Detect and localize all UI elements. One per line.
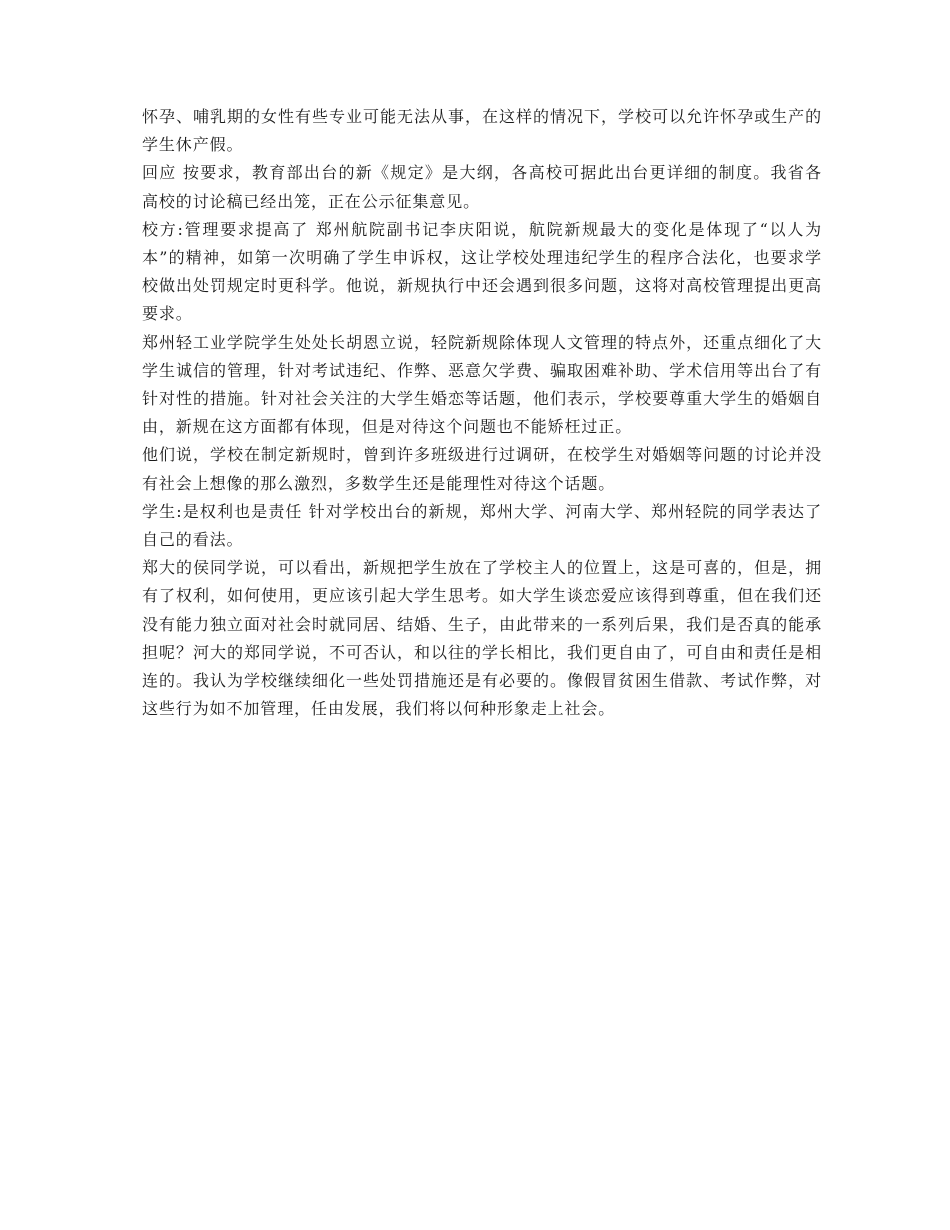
- paragraph-1: 怀孕、哺乳期的女性有些专业可能无法从事，在这样的情况下，学校可以允许怀孕或生产的学生休产假。: [142, 107, 822, 155]
- document-body: [142, 103, 822, 723]
- paragraph-5: 他们说，学校在制定新规时，曾到许多班级进行过调研，在校学生对婚姻等问题的讨论并没有社会上想像的那么激烈，多数学生还是能理性对待这个话题。: [142, 445, 822, 493]
- paragraph-2: 回应 按要求，教育部出台的新《规定》是大纲，各高校可据此出台更详细的制度。我省各高校的讨论稿已经出笼，正在公示征集意见。: [142, 163, 822, 211]
- paragraph-7: 郑大的侯同学说，可以看出，新规把学生放在了学校主人的位置上，这是可喜的，但是，拥有了权利，如何使用，更应该引起大学生思考。如大学生谈恋爱应该得到尊重，但在我们还没有能力独立面对社会时就同居、结婚、生子，由此带来的一系列后果，我们是否真的能承担呢？河大的郑同学说，不可否认，和以往的学长相比，我们更自由了，可自由和责任是相连的。我认为学校继续细化一些处罚措施还是有必要的。像假冒贫困生借款、考试作弊，对这些行为如不加管理，任由发展，我们将以何种形象走上社会。: [142, 558, 822, 719]
- paragraph-3: 校方:管理要求提高了 郑州航院副书记李庆阳说，航院新规最大的变化是体现了“以人为本”的精神，如第一次明确了学生申诉权，这让学校处理违纪学生的程序合法化，也要求学校做出处罚规定时更科学。他说，新规执行中还会遇到很多问题，这将对高校管理提出更高要求。: [142, 219, 822, 324]
- paragraph-6: 学生:是权利也是责任 针对学校出台的新规，郑州大学、河南大学、郑州轻院的同学表达了自己的看法。: [142, 501, 822, 550]
- paragraph-4: 郑州轻工业学院学生处处长胡恩立说，轻院新规除体现人文管理的特点外，还重点细化了大学生诚信的管理，针对考试违纪、作弊、恶意欠学费、骗取困难补助、学术信用等出台了有针对性的措施。针对社会关注的大学生婚恋等话题，他们表示，学校要尊重大学生的婚姻自由，新规在这方面都有体现，但是对待这个问题也不能矫枉过正。: [142, 332, 822, 437]
